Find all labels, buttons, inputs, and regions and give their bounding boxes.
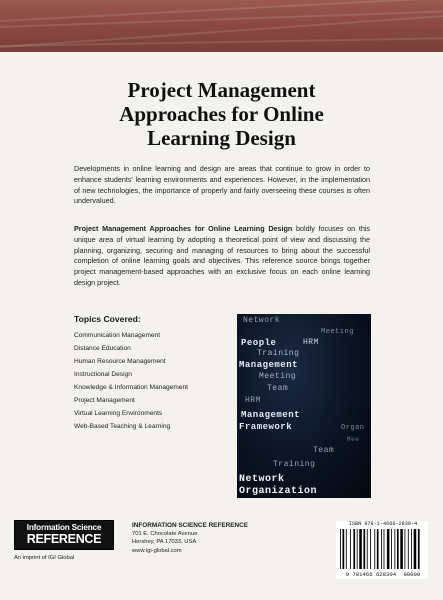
title-line-3: Learning Design (147, 126, 296, 150)
band-texture (0, 0, 443, 52)
topic-item: Distance Education (74, 345, 131, 352)
imprint-text: An imprint of IGI Global (14, 555, 75, 561)
topic-item: Communication Management (74, 332, 161, 339)
barcode-bars (340, 529, 424, 569)
photo-word: Team (267, 384, 289, 393)
isbn-number: ISBN 978-1-4666-2830-4 (348, 521, 418, 527)
address-line-1: 701 E. Chocolate Avenue (132, 531, 198, 538)
isbn-label (338, 521, 428, 527)
topic-item: Project Management (74, 397, 135, 404)
publisher-address (132, 522, 292, 555)
publisher-logo (14, 520, 114, 550)
photo-word: Meeting (321, 328, 354, 336)
topic-item: Human Resource Management (74, 358, 166, 365)
book-title-inline: Project Management Approaches for Online Learning Design (74, 224, 293, 233)
topics-heading: Topics Covered: (74, 314, 141, 324)
title-line-2: Approaches for Online (119, 102, 324, 126)
topics-section (74, 314, 224, 433)
publisher-website: www.igi-global.com (132, 547, 182, 554)
description-paragraph-2 (74, 224, 370, 289)
barcode-digits (338, 571, 428, 578)
logo-line-1: Information Science (26, 523, 102, 532)
photo-word: Organization (239, 486, 318, 497)
photo-word: Network (243, 316, 281, 325)
price-code: 90000 (403, 571, 421, 578)
photo-word: HRM (245, 396, 261, 405)
photo-word: Training (273, 460, 316, 469)
paragraph-2-text: boldly focuses on this unique area of virtual learning by adopting a theoretical point of view and discussing the planning, organizing, securing and managing of resources to bring about the successful completion of online learning goals and objectives. This reference source brings together project management-based approaches with an exclusive focus on each online learning design project. (74, 224, 371, 287)
topic-item: Knowledge & Information Management (74, 384, 188, 391)
publisher-name: INFORMATION SCIENCE REFERENCE (132, 522, 248, 529)
publisher-logo-block (14, 520, 114, 561)
top-color-band (0, 0, 443, 52)
topic-item: Virtual Learning Environments (74, 410, 163, 417)
photo-word: Meeting (259, 372, 297, 381)
photo-word: HRM (303, 338, 319, 347)
photo-word: Organ (341, 424, 365, 432)
book-title (40, 78, 403, 150)
photo-word: Management (241, 410, 301, 420)
logo-line-2: REFERENCE (26, 532, 102, 546)
cover-photo-keywords (237, 314, 371, 498)
topic-item: Instructional Design (74, 371, 132, 378)
photo-word: Mee (347, 436, 360, 443)
topic-item: Web-Based Teaching & Learning (74, 423, 171, 430)
topics-list (74, 329, 224, 433)
photo-word: Team (313, 446, 335, 455)
address-line-2: Hershey, PA 17033, USA (132, 539, 197, 546)
description-paragraph-1: Developments in online learning and design are areas that continue to grow in order to enhance students' learning environments and experiences. However, in the implementation of new technologies, the importance of properly and fairly overseeing these courses is often undervalued. (74, 164, 370, 206)
photo-word: Training (257, 349, 300, 358)
title-line-1: Project Management (127, 78, 316, 102)
barcode-number: 9 781466 628304 (345, 571, 397, 578)
isbn-barcode (336, 521, 428, 579)
photo-word: People (241, 338, 277, 348)
photo-word: Management (239, 360, 299, 370)
photo-word: Network (239, 474, 285, 485)
photo-word: Framework (239, 422, 293, 432)
